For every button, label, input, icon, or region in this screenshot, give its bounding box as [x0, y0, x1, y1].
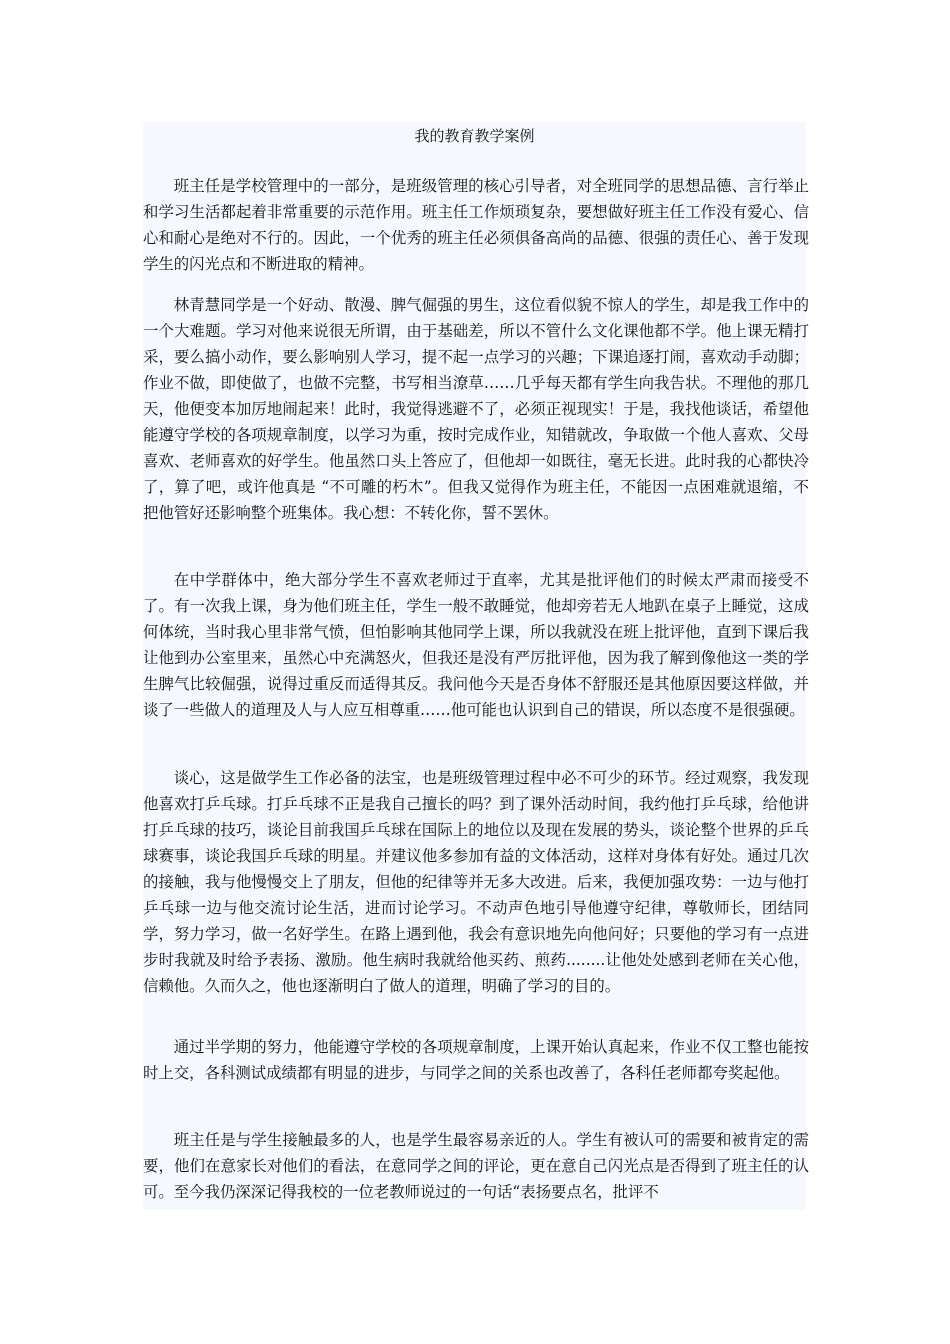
paragraph-intro: 班主任是学校管理中的一部分，是班级管理的核心引导者，对全班同学的思想品德、言行举止和学习生活都起着非常重要的示范作用。班主任工作烦琐复杂，要想做好班主任工作没有爱心、信心和耐心是绝对不行的。因此，一个优秀的班主任必须俱备高尚的品德、很强的责任心、善于发现学生的闪光点和不断进取的精神。	[143, 177, 809, 273]
paragraph-student-problem: 林青慧同学是一个好动、散漫、脾气倔强的男生，这位看似貌不惊人的学生，却是我工作中的一个大难题。学习对他来说很无所谓，由于基础差，所以不管什么文化课他都不学。他上课无精打采，要么搞小动作，要么影响别人学习，提不起一点学习的兴趣；下课追逐打闹，喜欢动手动脚；作业不做，即使做了，也做不完整，书写相当潦草……几乎每天都有学生向我告状。不理他的那几天，他便变本加厉地闹起来！此时，我觉得逃避不了，必须正视现实！于是，我找他谈话，希望他能遵守学校的各项规章制度，以学习为重，按时完成作业，知错就改，争取做一个他人喜欢、父母喜欢、老师喜欢的好学生。他虽然口头上答应了，但他却一如既往，毫无长进。此时我的心都快冷了，算了吧，或许他真是 “不可雕的朽木”。但我又觉得作为班主任，不能因一点困难就退缩，不把他管好还影响整个班集体。我心想：不转化你，誓不罢休。	[143, 296, 809, 522]
paragraph-recognition: 班主任是与学生接触最多的人，也是学生最容易亲近的人。学生有被认可的需要和被肯定的需要，他们在意家长对他们的看法，在意同学之间的评论，更在意自己闪光点是否得到了班主任的认可。至今我仍深深记得我校的一位老教师说过的一句话“表扬要点名，批评不	[143, 1131, 809, 1201]
paragraph-heart-to-heart: 谈心，这是做学生工作必备的法宝，也是班级管理过程中必不可少的环节。经过观察，我发现他喜欢打乒乓球。打乒乓球不正是我自己擅长的吗？到了课外活动时间，我约他打乒乓球，给他讲打乒乓球的技巧，谈论目前我国乒乓球在国际上的地位以及现在发展的势头，谈论整个世界的乒乓球赛事，谈论我国乒乓球的明星。并建议他多参加有益的文体活动，这样对身体有好处。通过几次的接触，我与他慢慢交上了朋友，但他的纪律等并无多大改进。后来，我便加强攻势：一边与他打乒乓球一边与他交流讨论生活，进而讨论学习。不动声色地引导他遵守纪律，尊敬师长，团结同学，努力学习，做一名好学生。在路上遇到他，我会有意识地先向他问好；只要他的学习有一点进步时我就及时给予表扬、激励。他生病时我就给他买药、煎药........让他处处感到老师在关心他，信赖他。久而久之，他也逐渐明白了做人的道理，明确了学习的目的。	[143, 769, 809, 995]
paragraph-progress: 通过半学期的努力，他能遵守学校的各项规章制度，上课开始认真起来，作业不仅工整也能按时上交，各科测试成绩都有明显的进步，与同学之间的关系也改善了，各科任老师都夸奖起他。	[143, 1038, 809, 1082]
document-title: 我的教育教学案例	[414, 127, 535, 145]
paragraph-classroom-incident: 在中学群体中，绝大部分学生不喜欢老师过于直率，尤其是批评他们的时候太严肃而接受不了。有一次我上课，身为他们班主任，学生一般不敢睡觉，他却旁若无人地趴在桌子上睡觉，这成何体统，当时我心里非常气愤，但怕影响其他同学上课，所以我就没在班上批评他，直到下课后我让他到办公室里来，虽然心中充满怒火，但我还是没有严厉批评他，因为我了解到像他这一类的学生脾气比较倔强，说得过重反而适得其反。我问他今天是否身体不舒服还是其他原因要这样做，并谈了一些做人的道理及人与人应互相尊重……他可能也认识到自己的错误，所以态度不是很强硬。	[143, 571, 809, 719]
